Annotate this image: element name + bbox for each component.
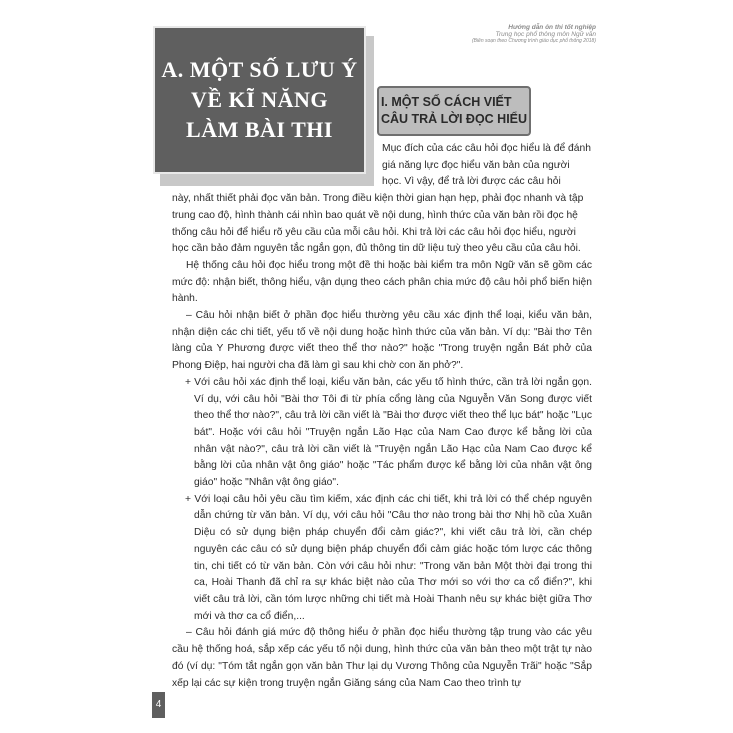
paragraph-1b-text: này, nhất thiết phải đọc văn bản. Trong điều kiện thời gian hạn hẹp, phải đọc nhanh và tập trung cao độ, hình thành cái nhìn bao quát về nội dung, hình thức của văn bản rồi đọc hệ thống câu hỏi để hiểu rõ yêu cầu của mỗi câu hỏi. Khi trả lời các câu hỏi đọc hiểu, người học cần bảo đảm nguyên tắc ngắn gọn, đủ thông tin dữ liệu tuỳ theo yêu cầu của câu hỏi. xyxy=(172,193,584,255)
paragraph-2: Hệ thống câu hỏi đọc hiểu trong một đề thi hoặc bài kiểm tra môn Ngữ văn sẽ gồm các mức độ: nhận biết, thông hiểu, vận dụng theo cách phân chia mức độ câu hỏi phổ biến hiện hành. xyxy=(172,259,592,305)
section-heading xyxy=(381,94,527,128)
paragraph-4: + Với câu hỏi xác định thể loại, kiểu văn bản, các yếu tố hình thức, cần trả lời ngắn gọn. Ví dụ, với câu hỏi "Bài thơ Tôi đi từ phía cổng làng của Nguyễn Văn Song được viết theo thể thơ nào?", câu trả lời cần viết là "Bài thơ được viết theo thể lục bát" hoặc "Lục bát". Hoặc với câu hỏi "Truyện ngắn Lão Hạc của Nam Cao được kể bằng lời của nhân vật nào?", câu trả lời cần viết là "Truyện ngắn Lão Hạc của Nam Cao được kể bằng lời của nhân vật ông giáo" hoặc "Tác phẩm được kể bằng lời của nhân vật ông giáo" hoặc "Nhân vật ông giáo". xyxy=(185,376,592,489)
paragraph-1a-text: Mục đích của các câu hỏi đọc hiểu là để đánh giá năng lực đọc hiểu văn bản của người học. Vì vậy, để trả lời được các câu hỏi xyxy=(382,143,591,188)
running-header xyxy=(456,24,596,44)
header-line-2: Trung học phổ thông môn Ngữ văn xyxy=(495,31,596,38)
section-heading-line-2: CÂU TRẢ LỜI ĐỌC HIỂU xyxy=(380,112,528,126)
paragraph-1b xyxy=(172,191,592,258)
section-heading-box xyxy=(377,86,531,136)
page-number: 4 xyxy=(152,692,165,718)
header-line-1: Hướng dẫn ôn thi tốt nghiệp xyxy=(508,24,596,31)
header-line-3: (Biên soạn theo Chương trình giáo dục phổ thông 2018) xyxy=(471,38,596,44)
paragraph-3: – Câu hỏi nhận biết ở phần đọc hiểu thường yêu cầu xác định thể loại, kiểu văn bản, nhận diện các chi tiết, yếu tố về nội dung hoặc hình thức của văn bản. Ví dụ: "Bài thơ Tên làng của Y Phương được viết theo thể thơ nào?" hoặc "Trong truyện ngắn Bát phở của Phong Điệp, hai người cha đã làm gì sau khi chờ con ăn phở?". xyxy=(172,310,592,372)
chapter-title-line-1: A. MỘT SỐ LƯU Ý xyxy=(161,57,358,82)
chapter-title-line-3: LÀM BÀI THI xyxy=(186,117,333,142)
paragraph-6: – Câu hỏi đánh giá mức độ thông hiểu ở phần đọc hiểu thường tập trung vào các yêu cầu hệ thống hoá, sắp xếp các yếu tố nội dung, hình thức của văn bản theo một trật tự nào đó (ví dụ: "Tóm tắt ngắn gọn văn bản Thư lại dụ Vương Thông của Nguyễn Trãi" hoặc "Sắp xếp lại các sự kiện trong truyện ngắn Giăng sáng của Nam Cao theo trình tự xyxy=(172,627,592,689)
chapter-title xyxy=(161,55,357,145)
paragraph-5: + Với loại câu hỏi yêu cầu tìm kiếm, xác định các chi tiết, khi trả lời có thể chép nguyên dẫn chứng từ văn bản. Ví dụ, với câu hỏi "Câu thơ nào trong bài thơ Nhị hồ của Xuân Diệu có sử dụng biện pháp chuyển đổi cảm giác?", khi viết câu trả lời, cần chép nguyên các câu có sử dụng biện pháp chuyển đổi cảm giác hoặc tóm lược các thông tin, chi tiết có từ văn bản. Còn với câu hỏi như: "Trong văn bản Một thời đại trong thi ca, Hoài Thanh đã chỉ ra sự khác biệt nào của Thơ mới so với thơ ca cổ điển?", khi viết câu trả lời, cần tóm lược những chi tiết mà Hoài Thanh nêu sự khác biệt giữa Thơ mới và thơ ca cổ điển,... xyxy=(185,493,592,622)
chapter-title-line-2: VỀ KĨ NĂNG xyxy=(190,87,328,112)
section-heading-line-1: I. MỘT SỐ CÁCH VIẾT xyxy=(380,95,512,109)
body-text xyxy=(172,141,592,692)
paragraph-1a xyxy=(172,141,592,191)
book-page xyxy=(150,14,603,721)
